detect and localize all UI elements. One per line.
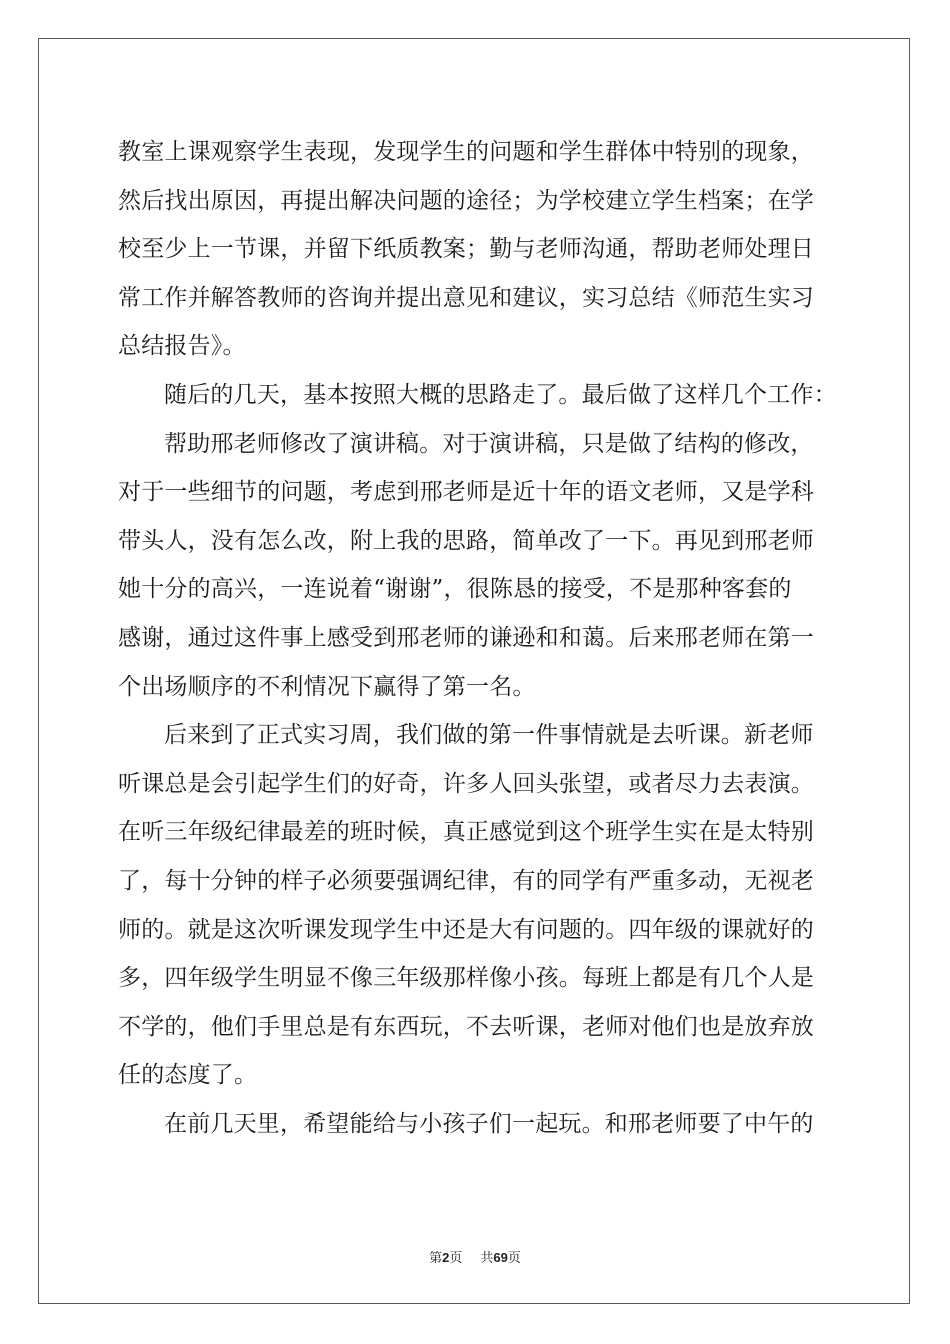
page-prefix: 第	[429, 1251, 443, 1266]
paragraph-start-line: 后来到了正式实习周，我们做的第一件事情就是去听课。新老师	[164, 722, 814, 749]
text-line: 不学的，他们手里总是有东西玩，不去听课，老师对他们也是放弃放	[118, 1013, 814, 1040]
text-line: 然后找出原因，再提出解决问题的途径；为学校建立学生档案；在学	[118, 187, 814, 214]
text-line: 教室上课观察学生表现，发现学生的问题和学生群体中特别的现象，	[118, 139, 814, 165]
text-line: 带头人，没有怎么改，附上我的思路，简单改了一下。再见到邢老师	[118, 527, 814, 554]
text-line: 感谢，通过这件事上感受到邢老师的谦逊和和蔼。后来邢老师在第一	[118, 624, 814, 651]
page-suffix: 页	[449, 1251, 463, 1266]
total-prefix: 共	[480, 1251, 494, 1266]
total-pages: 69	[493, 1250, 508, 1265]
text-line: 校至少上一节课，并留下纸质教案；勤与老师沟通，帮助老师处理日	[118, 236, 814, 263]
text-line: 听课总是会引起学生们的好奇，许多人回头张望，或者尽力去表演。	[118, 770, 814, 797]
text-line: 总结报告》。	[118, 333, 246, 360]
text-line: 常工作并解答教师的咨询并提出意见和建议，实习总结《师范生实习	[118, 284, 814, 311]
page-number: 2	[442, 1250, 450, 1265]
text-line: 了，每十分钟的样子必须要强调纪律，有的同学有严重多动，无视老	[118, 867, 814, 894]
paragraph-start-line: 在前几天里，希望能给与小孩子们一起玩。和邢老师要了中午的	[164, 1110, 814, 1137]
page-footer	[0, 1247, 950, 1266]
paragraph-start-line: 帮助邢老师修改了演讲稿。对于演讲稿，只是做了结构的修改，	[164, 430, 814, 457]
total-suffix: 页	[507, 1251, 521, 1266]
text-line: 多，四年级学生明显不像三年级那样像小孩。每班上都是有几个人是	[118, 965, 814, 992]
text-line: 在听三年级纪律最差的班时候，真正感觉到这个班学生实在是太特别	[118, 819, 814, 846]
text-line: 师的。就是这次听课发现学生中还是大有问题的。四年级的课就好的	[118, 916, 814, 943]
paragraph-start-line: 随后的几天，基本按照大概的思路走了。最后做了这样几个工作：	[164, 381, 837, 408]
text-line: 任的态度了。	[118, 1062, 258, 1089]
text-line: 个出场顺序的不利情况下赢得了第一名。	[118, 673, 536, 700]
text-line: 她十分的高兴，一连说着“谢谢”，很陈恳的接受，不是那种客套的	[118, 576, 792, 603]
text-line: 对于一些细节的问题，考虑到邢老师是近十年的语文老师，又是学科	[118, 479, 814, 506]
document-body	[118, 128, 838, 1148]
